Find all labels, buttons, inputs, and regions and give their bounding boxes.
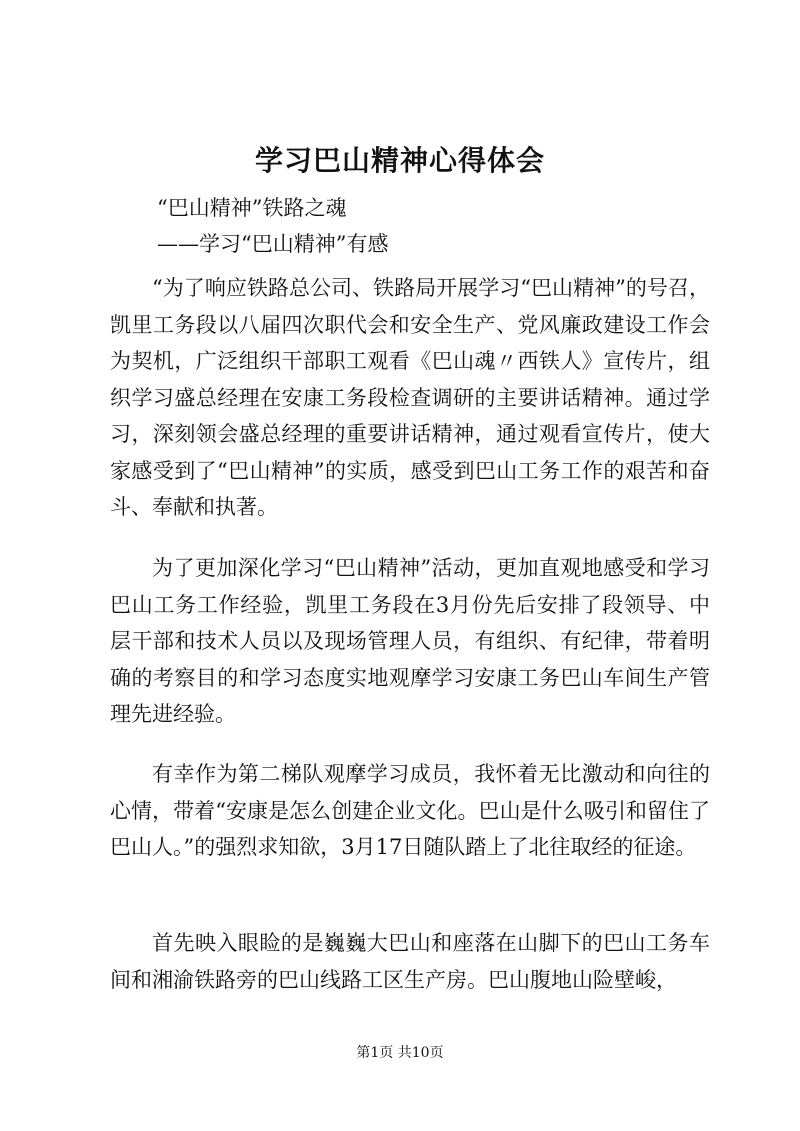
subtitle-line-2: ——学习“巴山精神”有感 <box>157 232 389 256</box>
paragraph-4: 首先映入眼睑的是巍巍大巴山和座落在山脚下的巴山工务车间和湘渝铁路旁的巴山线路工区生产房。巴山腹地山险壁峻， <box>110 931 710 992</box>
document-title: 学习巴山精神心得体会 <box>254 144 545 177</box>
paragraph-3: 有幸作为第二梯队观摩学习成员，我怀着无比激动和向往的心情，带着“安康是怎么创建企业文化。巴山是什么吸引和留住了巴山人。”的强烈求知欲，3月17日随队踏上了北往取经的征途。 <box>110 762 710 859</box>
subtitle-line-1: “巴山精神”铁路之魂 <box>157 196 347 220</box>
paragraph-1: “为了响应铁路总公司、铁路局开展学习“巴山精神”的号召，凯里工务段以八届四次职代会和安全生产、党风廉政建设工作会为契机，广泛组织干部职工观看《巴山魂〃西铁人》宣传片，组织学习盛总经理在安康工务段检查调研的主要讲话精神。通过学习，深刻领会盛总经理的重要讲话精神，通过观看宣传片，使大家感受到了“巴山精神”的实质，感受到巴山工务工作的艰苦和奋斗、奉献和执著。 <box>110 276 710 519</box>
page-number-footer: 第1页 共10页 <box>356 1045 444 1061</box>
paragraph-2: 为了更加深化学习“巴山精神”活动，更加直观地感受和学习巴山工务工作经验，凯里工务段在3月份先后安排了段领导、中层干部和技术人员以及现场管理人员，有组织、有纪律，带着明确的考察目的和学习态度实地观摩学习安康工务巴山车间生产管理先进经验。 <box>110 556 710 726</box>
